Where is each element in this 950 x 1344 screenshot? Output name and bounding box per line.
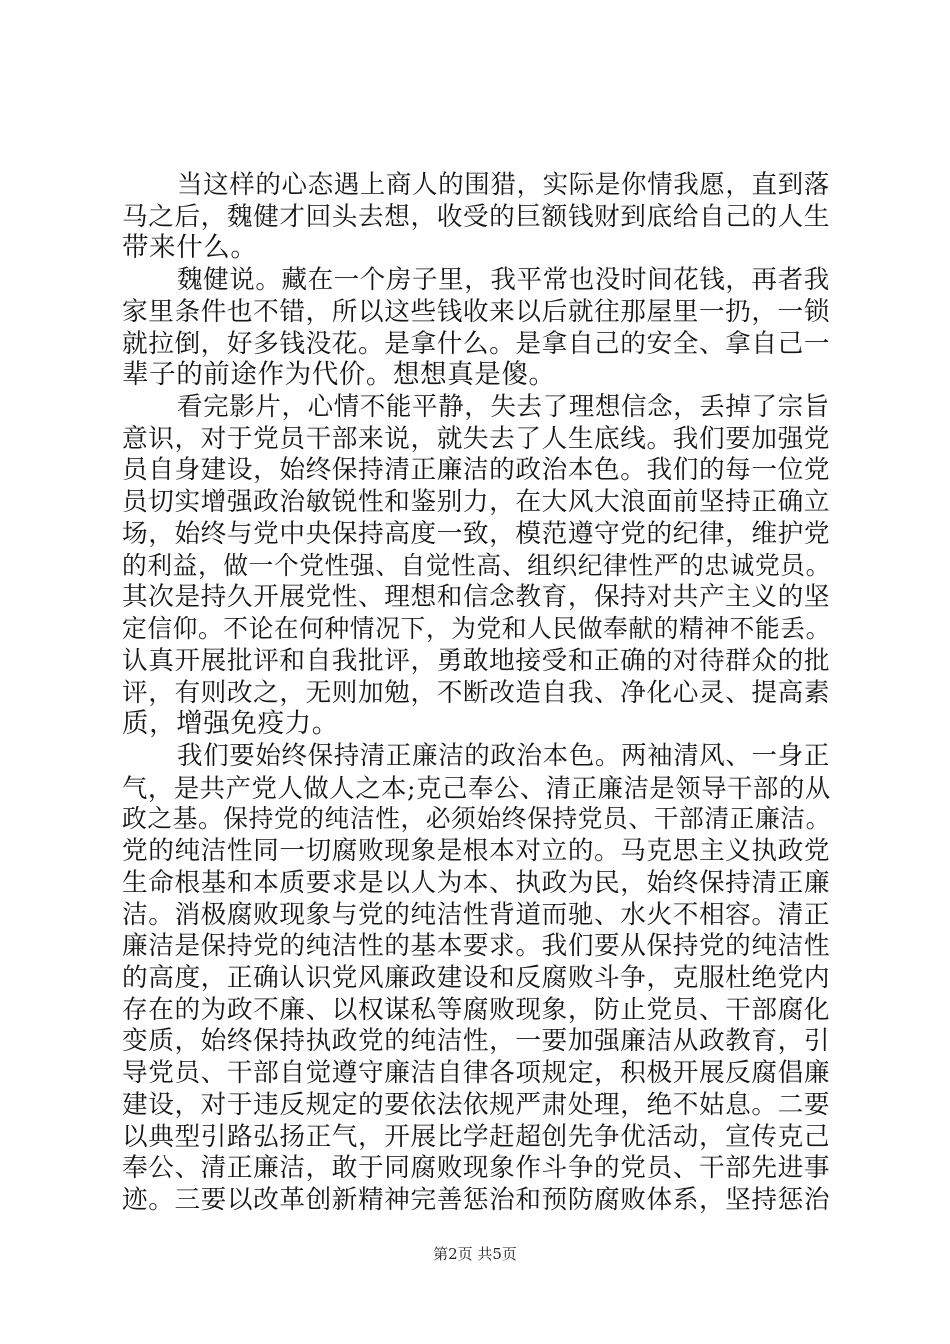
- text-line: 生命根基和本质要求是以人为本、执政为民，始终保持清正廉: [122, 868, 831, 898]
- text-line: 家里条件也不错，所以这些钱收来以后就往那屋里一扔，一锁: [122, 297, 831, 327]
- text-line: 认真开展批评和自我批评，勇敢地接受和正确的对待群众的批: [122, 646, 831, 676]
- text-line: 变质，始终保持执政党的纯洁性，一要加强廉洁从政教育，引: [122, 1026, 831, 1056]
- text-line: 气，是共产党人做人之本;克己奉公、清正廉洁是领导干部的从: [122, 773, 831, 803]
- text-line: 党的纯洁性同一切腐败现象是根本对立的。马克思主义执政党: [122, 836, 831, 866]
- text-line: 存在的为政不廉、以权谋私等腐败现象，防止党员、干部腐化: [122, 995, 831, 1025]
- text-line: 洁。消极腐败现象与党的纯洁性背道而驰、水火不相容。清正: [122, 900, 831, 930]
- text-line: 定信仰。不论在何种情况下，为党和人民做奉献的精神不能丢。: [122, 614, 831, 643]
- text-line: 质，增强免疫力。: [122, 708, 339, 739]
- text-line: 我们要始终保持清正廉洁的政治本色。两袖清风、一身正: [177, 741, 830, 771]
- text-line: 辈子的前途作为代价。想想真是傻。: [122, 359, 556, 390]
- text-line: 的高度，正确认识党风廉政建设和反腐败斗争，克服杜绝党内: [122, 963, 831, 993]
- text-line: 场，始终与党中央保持高度一致，模范遵守党的纪律，维护党: [122, 519, 831, 549]
- text-line: 带来什么。: [122, 232, 258, 263]
- text-line: 以典型引路弘扬正气，开展比学赶超创先争优活动，宣传克己: [122, 1122, 831, 1152]
- page-number-footer: 第2页 共5页: [433, 1245, 517, 1263]
- text-line: 其次是持久开展党性、理想和信念教育，保持对共产主义的坚: [122, 582, 831, 612]
- text-line: 评，有则改之，无则加勉，不断改造自我、净化心灵、提高素: [122, 678, 831, 708]
- text-line: 迹。三要以改革创新精神完善惩治和预防腐败体系，坚持惩治: [122, 1185, 831, 1215]
- text-line: 当这样的心态遇上商人的围猎，实际是你情我愿，直到落: [177, 170, 830, 200]
- text-line: 看完影片，心情不能平静，失去了理想信念，丢掉了宗旨: [177, 392, 830, 422]
- text-line: 廉洁是保持党的纯洁性的基本要求。我们要从保持党的纯洁性: [122, 931, 831, 961]
- text-line: 政之基。保持党的纯洁性，必须始终保持党员、干部清正廉洁。: [122, 804, 831, 833]
- text-line: 导党员、干部自觉遵守廉洁自律各项规定，积极开展反腐倡廉: [122, 1058, 831, 1088]
- text-line: 魏健说。藏在一个房子里，我平常也没时间花钱，再者我: [177, 265, 830, 295]
- text-line: 员自身建设，始终保持清正廉洁的政治本色。我们的每一位党: [122, 455, 831, 485]
- text-line: 员切实增强政治敏锐性和鉴别力，在大风大浪面前坚持正确立: [122, 487, 831, 517]
- text-line: 建设，对于违反规定的要依法依规严肃处理，绝不姑息。二要: [122, 1090, 831, 1120]
- text-line: 意识，对于党员干部来说，就失去了人生底线。我们要加强党: [122, 424, 831, 454]
- text-line: 奉公、清正廉洁，敢于同腐败现象作斗争的党员、干部先进事: [122, 1153, 831, 1183]
- text-line: 的利益，做一个党性强、自觉性高、组织纪律性严的忠诚党员。: [122, 551, 831, 580]
- text-line: 就拉倒，好多钱没花。是拿什么。是拿自己的安全、拿自己一: [122, 329, 831, 359]
- text-line: 马之后，魏健才回头去想，收受的巨额钱财到底给自己的人生: [122, 202, 831, 232]
